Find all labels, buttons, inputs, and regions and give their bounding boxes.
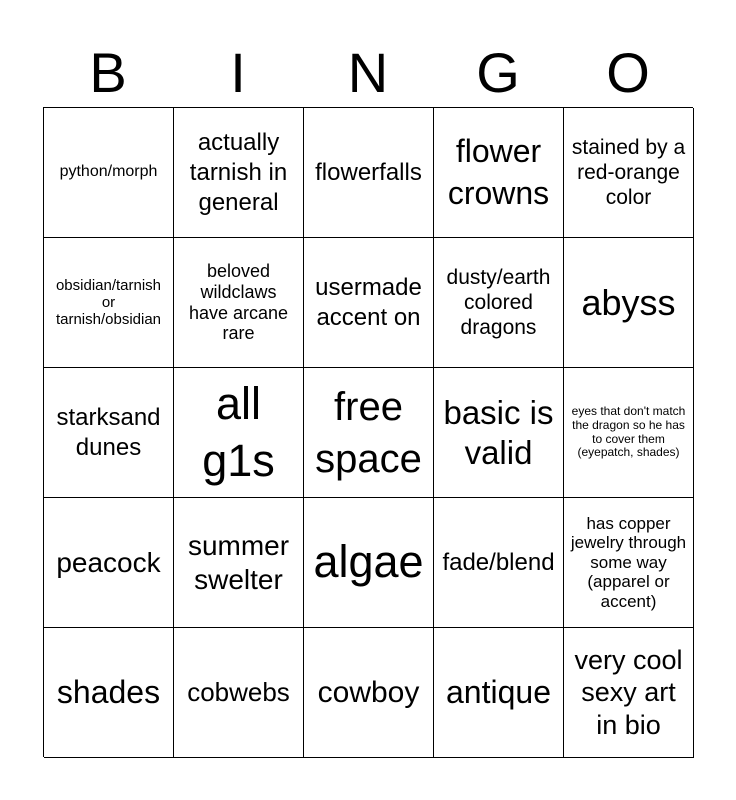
bingo-cell[interactable]: flowerfalls — [304, 108, 434, 238]
bingo-cell[interactable]: usermade accent on — [304, 238, 434, 368]
bingo-cell[interactable]: cowboy — [304, 628, 434, 758]
bingo-cell[interactable]: abyss — [564, 238, 694, 368]
bingo-cell[interactable]: algae — [304, 498, 434, 628]
header-letter-b: B — [89, 41, 127, 104]
header-letter-n: N — [347, 41, 389, 104]
bingo-cell[interactable]: free space — [304, 368, 434, 498]
bingo-cell[interactable]: has copper jewelry through some way (apparel or accent) — [564, 498, 694, 628]
bingo-cell[interactable]: stained by a red-orange color — [564, 108, 694, 238]
bingo-cell[interactable]: very cool sexy art in bio — [564, 628, 694, 758]
bingo-cell[interactable]: fade/blend — [434, 498, 564, 628]
bingo-cell[interactable]: python/morph — [44, 108, 174, 238]
bingo-cell[interactable]: flower crowns — [434, 108, 564, 238]
bingo-grid — [43, 107, 693, 757]
bingo-cell[interactable]: dusty/earth colored dragons — [434, 238, 564, 368]
bingo-cell[interactable]: peacock — [44, 498, 174, 628]
bingo-cell[interactable]: obsidian/tarnish or tarnish/obsidian — [44, 238, 174, 368]
bingo-cell[interactable]: cobwebs — [174, 628, 304, 758]
bingo-cell[interactable]: all g1s — [174, 368, 304, 498]
header-letter-i: I — [230, 41, 246, 104]
bingo-cell[interactable]: actually tarnish in general — [174, 108, 304, 238]
header-letter-o: O — [606, 41, 650, 104]
bingo-cell[interactable]: antique — [434, 628, 564, 758]
bingo-header — [43, 40, 693, 106]
bingo-cell[interactable]: eyes that don't match the dragon so he has to cover them (eyepatch, shades) — [564, 368, 694, 498]
bingo-cell[interactable]: basic is valid — [434, 368, 564, 498]
header-letter-g: G — [476, 41, 520, 104]
bingo-cell[interactable]: starksand dunes — [44, 368, 174, 498]
bingo-cell[interactable]: beloved wildclaws have arcane rare — [174, 238, 304, 368]
bingo-cell[interactable]: summer swelter — [174, 498, 304, 628]
bingo-cell[interactable]: shades — [44, 628, 174, 758]
